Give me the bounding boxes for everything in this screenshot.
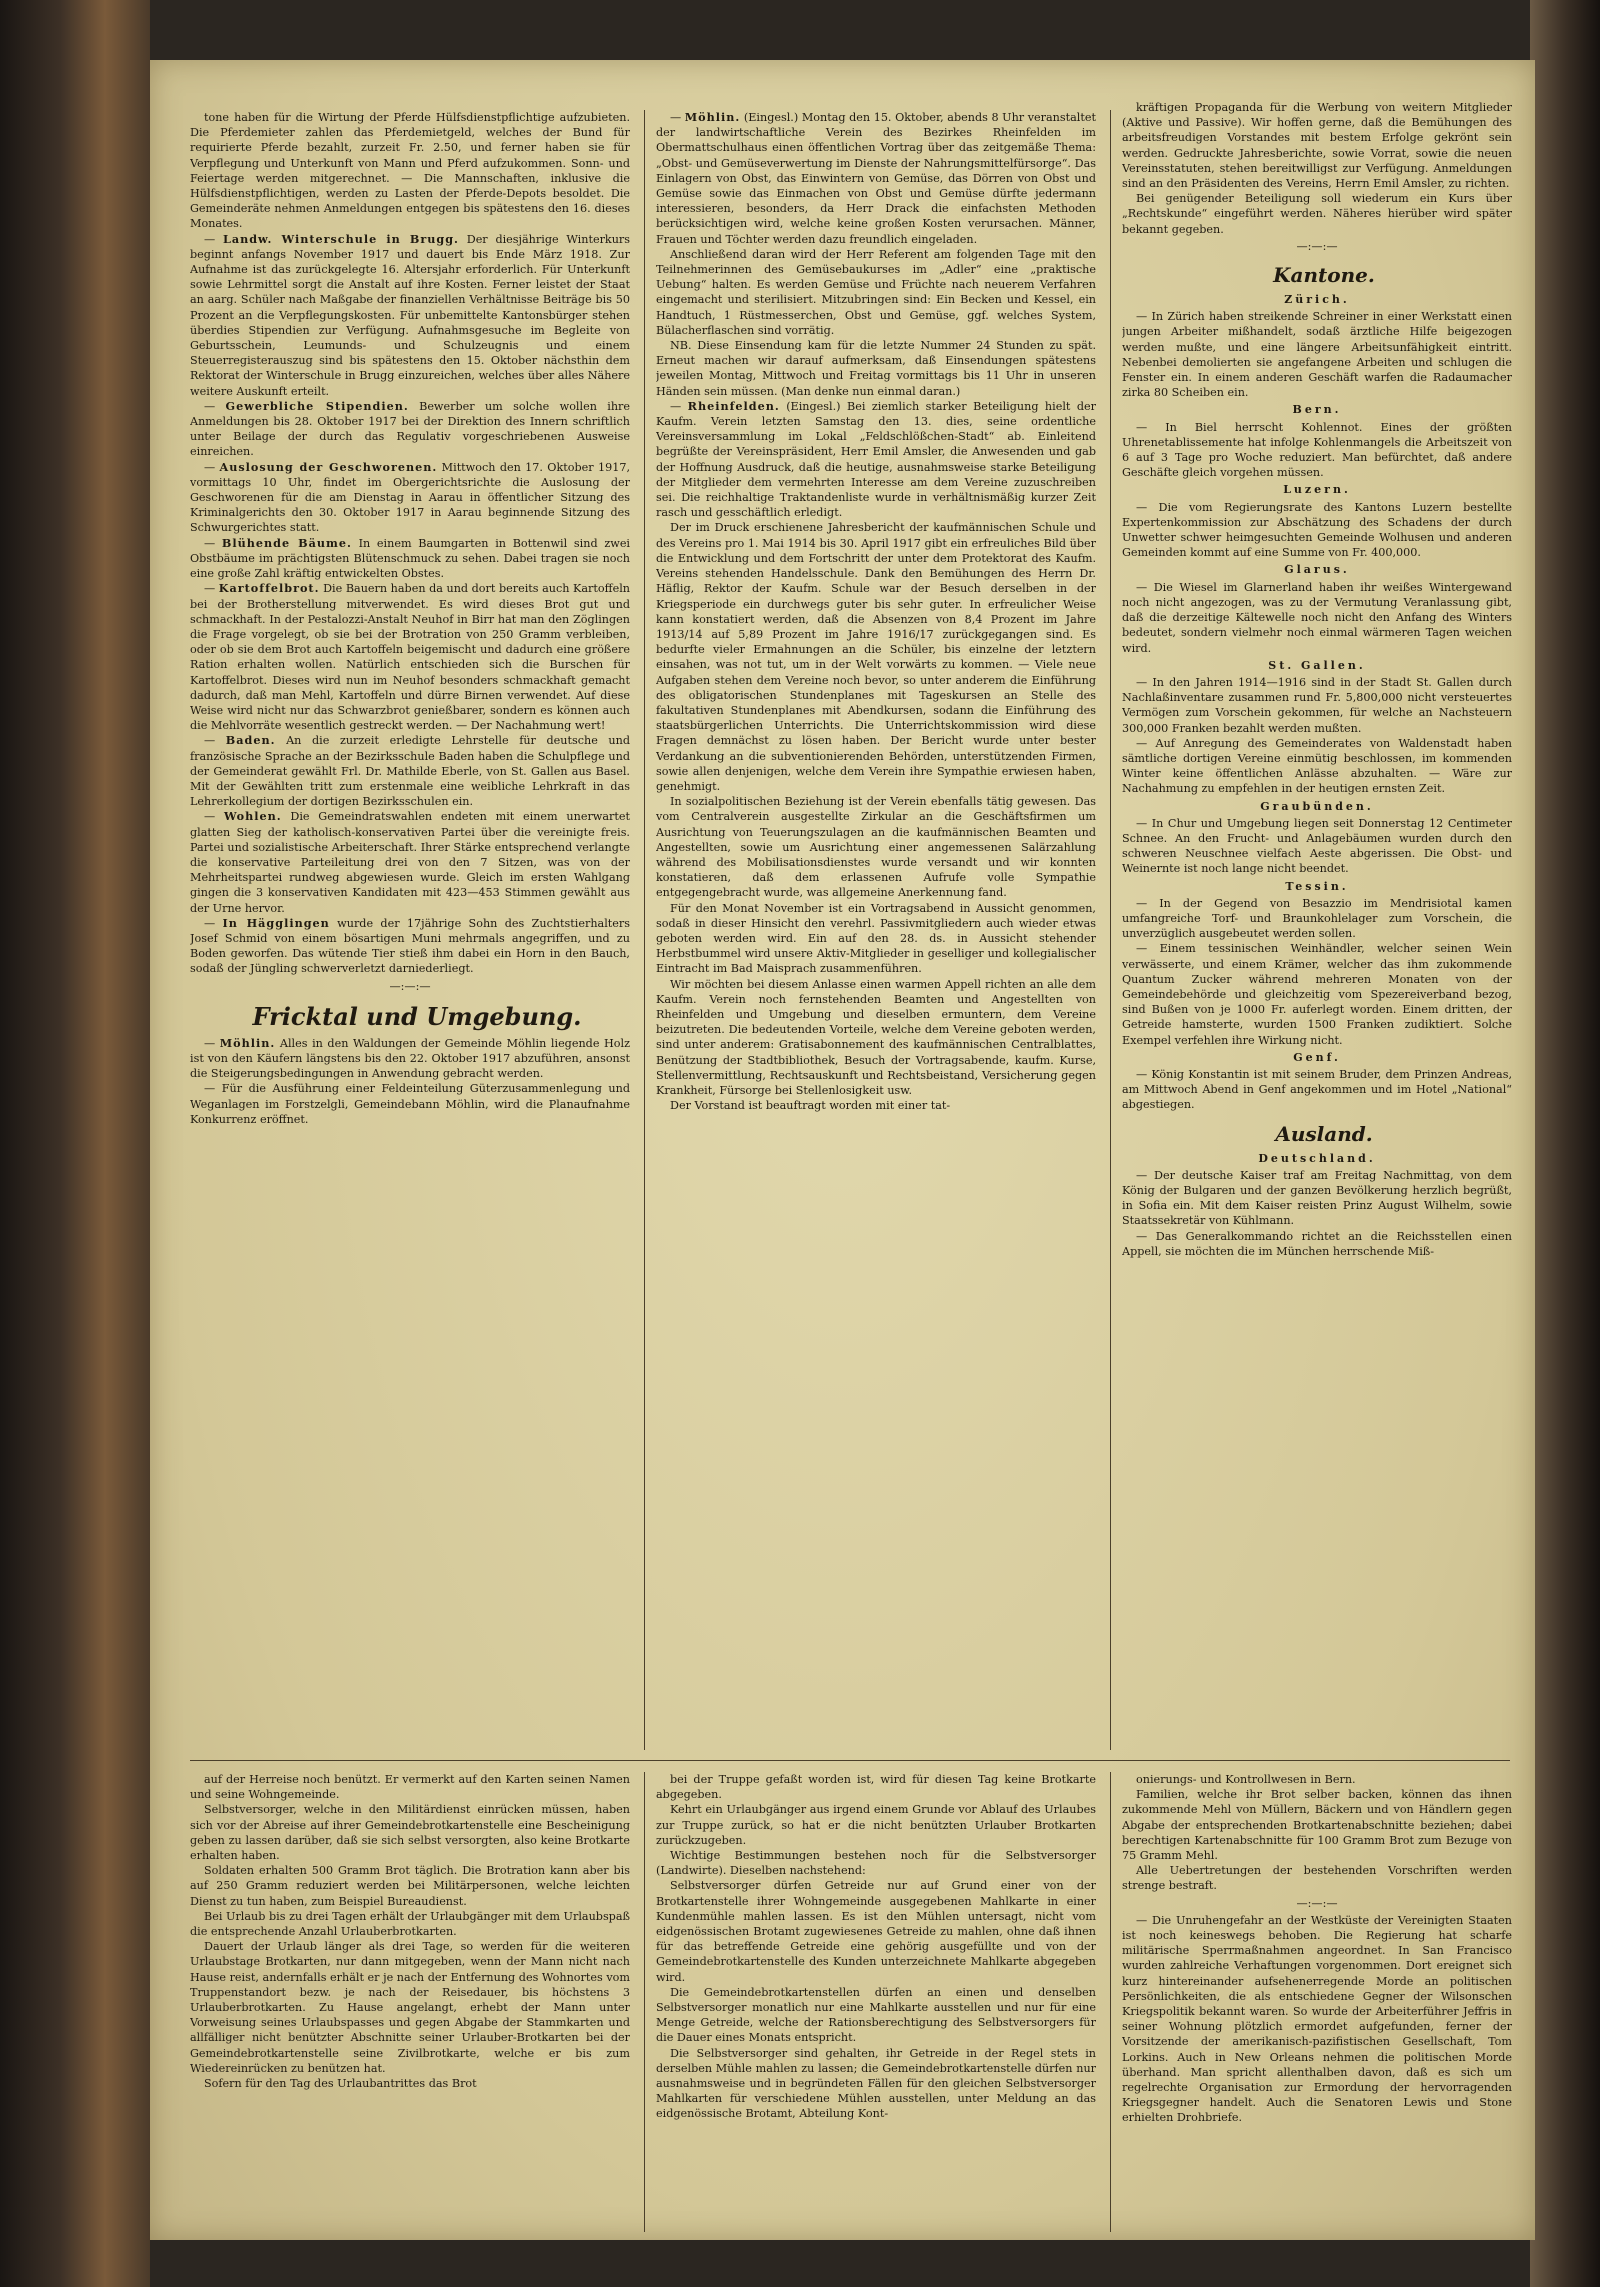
region-subheading: Bern.	[1292, 403, 1342, 417]
column-3	[1122, 100, 1512, 1750]
article-paragraph	[1122, 1067, 1512, 1113]
article-paragraph	[656, 1848, 1096, 1878]
article-text: — In den Jahren 1914—1916 sind in der Stadt St. Gallen durch Nachlaßinventare zusammen rund Fr. 5,800,000 nicht versteuertes Vermögen zum Vorschein gekommen, für welche an Nachsteuern 300,000 Franken bezahlt werden mußten.	[1122, 675, 1512, 735]
article-text: — Das Generalkommando richtet an die Reichsstellen einen Appell, sie möchten die im München herrschende Miß-	[1122, 1229, 1512, 1258]
column-divider-4	[1110, 1772, 1111, 2232]
article-paragraph	[1122, 1863, 1512, 1893]
article-text: bei der Truppe gefaßt worden ist, wird für diesen Tag keine Brotkarte abgegeben.	[656, 1773, 1096, 1802]
article-text: Bei Urlaub bis zu drei Tagen erhält der Urlaubgänger mit dem Urlaubspaß die entsprechende Anzahl Urlauberbrotkarten.	[190, 1909, 630, 1939]
article-text: Der diesjährige Winterkurs beginnt anfangs November 1917 und dauert bis Ende März 1918. Zur Aufnahme ist das zurückgelegte 16. Altersjahr erforderlich. Für Unterkunft sowie Lehrmittel sorgt die Anstalt auf ihre Kosten. Ferner leistet der Staat an aarg. Schüler nach Maßgabe der finanziellen Verhältnisse Beiträge bis 50 Prozent an die Verpflegungskosten. Für unbemittelte Kantonsbürger stehen überdies Stipendien zur Verfügung. Aufnahmsgesuche im Begleite von Geburtsschein, Leumunds- und Schulzeugnis und einem Steuerregisterauszug sind bis spätestens den 15. Oktober nächsthin dem Rektorat der Winterschule in Brugg einzureichen, welches über alles Nähere weitere Auskunft erteilt.	[190, 232, 630, 398]
column-6	[1122, 1772, 1512, 2232]
article-text: Soldaten erhalten 500 Gramm Brot täglich. Die Brotration kann aber bis auf 250 Gramm reduziert werden bei Militärpersonen, welche leichten Dienst zu tun haben, zum Beispiel Bureaudienst.	[190, 1864, 630, 1908]
article-paragraph	[656, 901, 1096, 977]
article-paragraph	[1122, 309, 1512, 400]
article-paragraph	[1122, 1168, 1512, 1229]
article-paragraph	[1122, 1787, 1512, 1863]
article-text: Anschließend daran wird der Herr Referent am folgenden Tage mit den Teilnehmerinnen des Gemüsebaukurses im „Adler“ eine „praktische Uebung“ halten. Es werden Gemüse und Früchte nach neuerem Verfahren eingemacht und sterilisiert. Mitzubringen sind: Ein Becken und Kessel, ein Handtuch, 1 Rüstmesserchen, Obst und Gemüse, ggf. welches System, Bülacherflaschen sind vorrätig.	[656, 247, 1096, 337]
article-paragraph	[1122, 500, 1512, 561]
article-text: (Eingesl.) Bei ziemlich starker Beteiligung hielt der Kaufm. Verein letzten Samstag den 13. dies, seine ordentliche Vereinsversammlung im Lokal „Feldschlößchen-Stadt“ ab. Einleitend begrüßte der Vereinspräsident, Herr Emil Amsler, die Anwesenden und gab der Hoffnung Ausdruck, daß die heutige, ausnahmsweise starke Beteiligung der Mitglieder dem vermehrten Interesse am dem Vereine zuzuschreiben sei. Die reichhaltige Traktandenliste wurde in verhältnismäßig kurzer Zeit rasch und gesschäftlich erledigt.	[656, 399, 1096, 520]
region-subheading: St. Gallen.	[1268, 658, 1366, 672]
article-text: — In Zürich haben streikende Schreiner in einer Werkstatt einen jungen Arbeiter mißhandelt, sodaß ärztliche Hilfe beigezogen werden mußte, und eine längere Arbeitsunfähigkeit eintritt. Nebenbei demolierten sie angefangene Arbeiten und schlugen die Fenster ein. In einem anderen Geschäft warfen die Radaumacher zirka 80 Scheiben ein.	[1122, 310, 1512, 400]
region-subheading: Genf.	[1293, 1050, 1341, 1064]
article-lead: Wohlen.	[223, 809, 282, 824]
article-text: Alles in den Waldungen der Gemeinde Möhlin liegende Holz ist von den Käufern längstens bis den 22. Oktober 1917 abzuführen, ansonst die Steigerungsbedingungen in Anwendung gebracht werden.	[190, 1036, 630, 1081]
article-text: wurde der 17jährige Sohn des Zuchtstierhalters Josef Schmid von einem bösartigen Muni mehrmals angegriffen, und zu Boden geworfen. Das wütende Tier stieß ihm dabei ein Horn in den Bauch, sodaß der Jüngling schwerverletzt darniederliegt.	[190, 916, 630, 976]
article-paragraph	[1122, 816, 1512, 877]
article-lead: Möhlin.	[684, 110, 741, 124]
article-paragraph	[190, 1802, 630, 1863]
article-lead: Möhlin.	[219, 1035, 276, 1050]
article-lead: Rheinfelden.	[687, 398, 780, 413]
article-text: onierungs- und Kontrollwesen in Bern.	[1136, 1773, 1356, 1786]
article-paragraph	[1122, 100, 1512, 191]
article-paragraph	[190, 1081, 630, 1127]
article-text: Für den Monat November ist ein Vortragsabend in Aussicht genommen, sodaß in dieser Hinsicht den verehrl. Passivmitgliedern auch wieder etwas geboten werden wird. Ein auf den 28. ds. in Aussicht stehender Herbstbummel wird unsere Aktiv-Mitglieder in geselliger und kollegialischer Eintracht im Bad Maisprach zusammenführen.	[656, 901, 1096, 976]
region-subheading: Graubünden.	[1260, 799, 1374, 813]
article-text: — Die Wiesel im Glarnerland haben ihr weißes Wintergewand noch nicht angezogen, was zu der Vermutung Veranlassung gibt, daß die derzeitige Kältewelle noch nicht den Anfang des Winters bedeutet, sondern vielmehr noch einmal wärmeren Tagen weichen wird.	[1122, 580, 1512, 655]
newspaper-page	[150, 60, 1535, 2240]
article-paragraph	[190, 1939, 630, 2076]
article-paragraph	[656, 2046, 1096, 2122]
article-paragraph: — Möhlin. Alles in den Waldungen der Gemeinde Möhlin liegende Holz ist von den Käufern längstens bis den 22. Oktober 1917 abzuführen, ansonst die Steigerungsbedingungen in Anwendung gebracht werden.	[190, 1035, 630, 1081]
article-paragraph	[656, 1985, 1096, 2046]
article-text: tone haben für die Wirtung der Pferde Hülfsdienstpflichtige aufzubieten. Die Pferdemieter zahlen das Pferdemietgeld, welches der Bund für requirierte Pferde bezahlt, zurzeit Fr. 2.50, und ferner haben sie für Verpflegung und Unterkunft von Mann und Pferd aufzukommen. Sonn- und Feiertage werden mitgerechnet. — Die Mannschaften, inklusive die Hülfsdienstpflichtigen, werden zu Lasten der Pferde-Depots besoldet. Die Gemeinderäte nehmen Anmeldungen entgegen bis spätestens den 16. dieses Monates.	[190, 111, 630, 231]
article-text: Mittwoch den 17. Oktober 1917, vormittags 10 Uhr, findet im Obergerichtsrichte die Auslosung der Geschworenen für die am Dienstag in Aarau in öffentlicher Sitzung des Kriminalgerichts den 30. Oktober 1917 in Aarau beginnende Sitzung des Schwurgerichtes statt.	[190, 460, 630, 535]
article-text: — In der Gegend von Besazzio im Mendrisiotal kamen umfangreiche Torf- und Braunkohlelager zum Vorschein, die unverzüglich ausgebeutet werden sollen.	[1122, 896, 1512, 941]
article-paragraph	[656, 794, 1096, 900]
article-paragraph: — Möhlin. (Eingesl.) Montag den 15. Oktober, abends 8 Uhr veranstaltet der landwirtschaftliche Verein des Bezirkes Rheinfelden im Obermattschulhaus einen öffentlichen Vortrag über das zeitgemäße Thema: „Obst- und Gemüseverwertung im Dienste der Nahrungsmittelfürsorge“. Das Einlagern von Obst, das Einwintern von Gemüse, das Dörren von Obst und Gemüse sowie das Einmachen von Obst und Gemüse dürfte jedermann interessieren, besonders, da Herr Drack die einfachsten Methoden berücksichtigen wird, welche keine großen Kosten verursachen. Männer, Frauen und Töchter werden dazu freundlich eingeladen.	[656, 110, 1096, 246]
article-separator: —:—:—	[1296, 239, 1338, 253]
column-4	[190, 1772, 630, 2232]
article-paragraph	[656, 1772, 1096, 1802]
article-paragraph	[190, 110, 630, 232]
article-text: Bewerber um solche wollen ihre Anmeldungen bis 28. Oktober 1917 bei der Direktion des Innern schriftlich unter Beilage der durch das Regulativ vorgeschriebenen Ausweise einreichen.	[190, 399, 630, 459]
article-lead: Auslosung der Geschworenen.	[219, 459, 438, 474]
article-text: kräftigen Propaganda für die Werbung von weitern Mitglieder (Aktive und Passive). Wir hoffen gerne, daß die Bemühungen des arbeitsfreudigen Vorstandes mit bestem Erfolge gekrönt sein werden. Gedruckte Jahresberichte, sowie Vorrat, sowie die neuen Vereinsstatuten, stehen bereitwilligst zur Verfügung. Anmeldungen sind an den Präsidenten des Vereins, Herrn Emil Amsler, zu richten.	[1122, 101, 1512, 191]
article-text: — König Konstantin ist mit seinem Bruder, dem Prinzen Andreas, am Mittwoch Abend in Genf angekommen und im Hotel „National“ abgestiegen.	[1122, 1067, 1512, 1112]
article-paragraph	[1122, 736, 1512, 797]
article-paragraph	[1122, 896, 1512, 942]
article-paragraph	[656, 338, 1096, 399]
article-paragraph: — Blühende Bäume. In einem Baumgarten in Bottenwil sind zwei Obstbäume im prächtigsten Blütenschmuck zu sehen. Dabei tragen sie noch eine große Zahl kräftig entwickelten Obstes.	[190, 535, 630, 581]
article-paragraph	[190, 2076, 630, 2091]
article-paragraph: — Rheinfelden. (Eingesl.) Bei ziemlich starker Beteiligung hielt der Kaufm. Verein letzten Samstag den 13. dies, seine ordentliche Vereinsversammlung im Lokal „Feldschlößchen-Stadt“ ab. Einleitend begrüßte der Vereinspräsident, Herr Emil Amsler, die Anwesenden und gab der Hoffnung Ausdruck, daß die heutige, ausnahmsweise starke Beteiligung der Mitglieder dem vermehrten Interesse am dem Vereine zuzuschreiben sei. Die reichhaltige Traktandenliste wurde in verhältnismäßig kurzer Zeit rasch und gesschäftlich erledigt.	[656, 398, 1096, 520]
article-paragraph	[1122, 941, 1512, 1047]
article-text: NB. Diese Einsendung kam für die letzte Nummer 24 Stunden zu spät. Erneut machen wir darauf aufmerksam, daß Einsendungen spätestens jeweilen Montag, Mittwoch und Freitag vormittags bis 11 Uhr in unseren Händen sein müssen. (Man denke nun einmal daran.)	[656, 339, 1096, 398]
book-binding-right	[1530, 0, 1600, 2287]
article-text: In einem Baumgarten in Bottenwil sind zwei Obstbäume im prächtigsten Blütenschmuck zu sehen. Dabei tragen sie noch eine große Zahl kräftig entwickelten Obstes.	[190, 536, 630, 581]
article-paragraph	[656, 1098, 1096, 1113]
article-text: Sofern für den Tag des Urlaubantrittes das Brot	[204, 2077, 477, 2091]
column-divider-1	[644, 110, 645, 1750]
article-text: — In Biel herrscht Kohlennot. Eines der größten Uhrenetablissemente hat infolge Kohlenmangels die Arbeitszeit von 6 auf 3 Tage pro Woche reduziert. Man befürchtet, daß andere Geschäfte gleich vorgehen müssen.	[1122, 420, 1512, 480]
article-lead: Blühende Bäume.	[221, 535, 352, 550]
article-text: An die zurzeit erledigte Lehrstelle für deutsche und französische Sprache an der Bezirksschule Baden haben die Schulpflege und der Gemeinderat gewählt Frl. Dr. Mathilde Eberle, von St. Gallen aus Basel. Mit der Gewählten tritt zum erstenmale eine weibliche Lehrkraft in das Lehrerkollegium der dortigen Bezirksschulen ein.	[190, 734, 630, 809]
article-paragraph: — Landw. Winterschule in Brugg. Der diesjährige Winterkurs beginnt anfangs November 1917 und dauert bis Ende März 1918. Zur Aufnahme ist das zurückgelegte 16. Altersjahr erforderlich. Für Unterkunft sowie Lehrmittel sorgt die Anstalt auf ihre Kosten. Ferner leistet der Staat an aarg. Schüler nach Maßgabe der finanziellen Verhältnisse Beiträge bis 50 Prozent an die Verpflegungskosten. Für unbemittelte Kantonsbürger stehen überdies Stipendien zur Verfügung. Aufnahmsgesuche im Begleite von Geburtsschein, Leumunds- und Schulzeugnis und einem Steuerregisterauszug sind bis spätestens den 15. Oktober nächsthin dem Rektorat der Winterschule in Brugg einzureichen, welches über alles Nähere weitere Auskunft erteilt.	[190, 231, 630, 398]
article-separator: —:—:—	[389, 979, 431, 993]
article-text: — Die Unruhengefahr an der Westküste der Vereinigten Staaten ist noch keineswegs behoben. Die Regierung hat scharfe militärische Sperrmaßnahmen angeordnet. In San Francisco wurden zahlreiche Verhaftungen vorgenommen. Dort ereignet sich kurz hintereinander aufsehenerregende Morde an politischen Persönlichkeiten, die als entschiedene Gegner der Wilsonschen Kriegspolitik bekannt waren. So wurde der Arbeiterführer Jeffris in seiner Wohnung plötzlich ermordet aufgefunden, ferner der Vorsitzende der amerikanisch-pazifistischen Gesellschaft, Tom Lorkins. Auch in New Orleans nehmen die politischen Morde überhand. Man spricht allenthalben davon, daß es sich um regelrechte Organisation zur Ermordung der hervorragenden Kriegsgegner handelt. Auch die Senatoren Lewis und Stone erhielten Drohbriefe.	[1122, 1913, 1512, 2125]
article-text: Dauert der Urlaub länger als drei Tage, so werden für die weiteren Urlaubstage Brotkarten, nur dann mitgegeben, wenn der Mann nicht nach Hause reist, andernfalls erhält er je nach der Entfernung des Wohnortes vom Truppenstandort bezw. je nach der Reisedauer, bis höchstens 3 Urlauberbrotkarten. Zu Hause angelangt, erhebt der Mann unter Vorweisung seines Urlaubspasses und gegen Abgabe der Stammkarten und allfälliger nicht benützter Abschnitte seiner Urlauber-Brotkarten bei der Gemeindebrotkartenstelle seine Zivilbrotkarte, welche er bis zum Wiedereinrücken zu benützen hat.	[190, 1940, 630, 2075]
article-text: — In Chur und Umgebung liegen seit Donnerstag 12 Centimeter Schnee. An den Frucht- und Anlagebäumen wurden durch den schweren Neuschnee vielfach Aeste abgerissen. Die Obst- und Weinernte ist noch lange nicht beendet.	[1122, 816, 1512, 876]
article-text: Wichtige Bestimmungen bestehen noch für die Selbstversorger (Landwirte). Dieselben nachstehend:	[656, 1849, 1096, 1878]
article-text: auf der Herreise noch benützt. Er vermerkt auf den Karten seinen Namen und seine Wohngemeinde.	[190, 1773, 630, 1802]
article-text: In sozialpolitischen Beziehung ist der Verein ebenfalls tätig gewesen. Das vom Centralverein ausgestellte Zirkular an die Geschäftsfirmen um Ausrichtung von Teuerungszulagen an die kaufmännischen Beamten und Angestellten, sowie um Ausrichtung einer angemessenen Salärzahlung während des Mobilisationsdienstes wurde versandt und wir konnten konstatieren, daß dem erlassenen Aufrufe volle Sympathie entgegengebracht wurde, was allgemeine Anerkennung fand.	[656, 795, 1096, 900]
article-paragraph	[656, 520, 1096, 794]
article-paragraph	[1122, 191, 1512, 237]
region-subheading: Deutschland.	[1258, 1151, 1376, 1165]
article-text: Wir möchten bei diesem Anlasse einen warmen Appell richten an alle dem Kaufm. Verein noch fernstehenden Beamten und Angestellten von Rheinfelden und Umgebung und dieselben ermuntern, dem Vereine beizutreten. Die bedeutenden Vorteile, welche dem Vereine geboten werden, sind unter anderem: Gratisabonnement des kaufmännischen Centralblattes, Benützung der Stadtbibliothek, Besuch der Vortragsabende, kaufm. Kurse, Stellenvermittlung, Rechtsauskunft und Rechtsbeistand, Versicherung gegen Krankheit, Fürsorge bei Stellenlosigkeit usw.	[656, 977, 1096, 1097]
article-paragraph	[656, 1802, 1096, 1848]
section-heading: Fricktal und Umgebung.	[252, 1001, 582, 1031]
article-lead: Landw. Winterschule in Brugg.	[222, 231, 459, 246]
article-text: — Die vom Regierungsrate des Kantons Luzern bestellte Expertenkommission zur Abschätzung des Schadens der durch Unwetter schwer heimgesuchten Gemeinde Wolhusen und anderen Gemeinden kommt auf eine Summe von Fr. 400,000.	[1122, 500, 1512, 560]
article-paragraph	[656, 247, 1096, 338]
column-divider-3	[644, 1772, 645, 2232]
article-text: Die Selbstversorger sind gehalten, ihr Getreide in der Regel stets in derselben Mühle mahlen zu lassen; die Gemeindebrotkartenstelle dürfen nur ausnahmsweise und in begründeten Fällen für den gleichen Selbstversorger Mahlkarten für verschiedene Mühlen ausstellen, unter Meldung an das eidgenössische Brotamt, Abteilung Kont-	[656, 2046, 1096, 2121]
article-paragraph: — Baden. An die zurzeit erledigte Lehrstelle für deutsche und französische Sprache an der Bezirksschule Baden haben die Schulpflege und der Gemeinderat gewählt Frl. Dr. Mathilde Eberle, von St. Gallen aus Basel. Mit der Gewählten tritt zum erstenmale eine weibliche Lehrkraft in das Lehrerkollegium der dortigen Bezirksschulen ein.	[190, 733, 630, 809]
article-lead: Kartoffelbrot.	[218, 581, 320, 596]
column-1	[190, 110, 630, 1750]
article-text: Kehrt ein Urlaubgänger aus irgend einem Grunde vor Ablauf des Urlaubes zur Truppe zurück, so hat er die nicht benützten Urlauber Brotkarten zurückzugeben.	[656, 1803, 1096, 1847]
article-text: Familien, welche ihr Brot selber backen, können das ihnen zukommende Mehl von Müllern, Bäckern und von Händlern gegen Abgabe der entsprechenden Brotkartenabschnitte beziehen; dabei berechtigen Kartenabschnitte für 100 Gramm Brot zum Bezuge von 75 Gramm Mehl.	[1122, 1788, 1512, 1863]
article-lead: Gewerbliche Stipendien.	[225, 398, 409, 413]
article-text: Selbstversorger dürfen Getreide nur auf Grund einer von der Brotkartenstelle ihrer Wohngemeinde ausgegebenen Mahlkarte in einer Kundenmühle mahlen lassen. Es ist den Mühlen untersagt, nicht vom eidgenössischen Brotamt zugewiesenes Getreide zu mahlen, ohne daß ihnen für das betreffende Getreide eine gehörig ausgefüllte und von der Gemeindebrotkartenstelle des Kunden unterzeichnete Mahlkarte abgegeben wird.	[656, 1879, 1096, 1984]
article-text: Der im Druck erschienene Jahresbericht der kaufmännischen Schule und des Vereins pro 1. Mai 1914 bis 30. April 1917 gibt ein erfreuliches Bild über die Entwicklung und dem Fortschritt der unter dem Protektorat des Kaufm. Vereins stehenden Handelsschule. Dank den Bemühungen des Herrn Dr. Häflig, Rektor der Kaufm. Schule war der Besuch derselben in der Kriegsperiode ein durchwegs guter bis sehr guter. In erfreulicher Weise kann konstatiert werden, daß die Absenzen von 8,4 Prozent im Jahre 1913/14 auf 5,89 Prozent im Jahre 1916/17 zurückgegangen sind. Es bedurfte vieler Ermahnungen an die Schüler, bis einzelne der letztern einsahen, was not tut, um in der Welt vorwärts zu kommen. — Viele neue Aufgaben stehen dem Vereine noch bevor, so unter anderem die Einführung des obligatorischen Stundenplanes mit Tageskursen an Stelle des fakultativen Stundenplanes mit Abendkursen, sodann die Einführung des staatsbürgerlichen Unterrichts. Die Unterrichtskommission wird diese Fragen demnächst zu lösen haben. Der Bericht wurde unter bester Verdankung an die subventionierenden Behörden, unterstützenden Firmen, sowie allen denjenigen, welche dem Verein ihre Sympathie erwiesen haben, genehmigt.	[656, 521, 1096, 793]
article-paragraph	[1122, 580, 1512, 656]
section-heading: Ausland.	[1275, 1121, 1373, 1146]
article-text: Die Gemeindratswahlen endeten mit einem unerwartet glatten Sieg der katholisch-konservativen Partei über die vereinigte freis. Partei und sozialistische Arbeiterschaft. Ihrer Stärke entsprechend verlangte die konservative Parteileitung drei von den 7 Sitzen, was von der Mehrheitspartei rundweg abgewiesen wurde. Gleich im ersten Wahlgang gingen die 3 konservativen Kandidaten mit 423—453 Stimmen gewählt aus der Urne hervor.	[190, 810, 630, 915]
article-paragraph: — Gewerbliche Stipendien. Bewerber um solche wollen ihre Anmeldungen bis 28. Oktober 1917 bei der Direktion des Innern schriftlich unter Beilage der durch das Regulativ vorgeschriebenen Ausweise einreichen.	[190, 398, 630, 459]
article-paragraph	[1122, 1913, 1512, 2126]
article-paragraph	[1122, 1229, 1512, 1259]
article-text: — Für die Ausführung einer Feldeinteilung Güterzusammenlegung und Weganlagen im Forstzelgli, Gemeindebann Möhlin, wird die Planaufnahme Konkurrenz eröffnet.	[190, 1082, 630, 1126]
article-paragraph	[656, 1878, 1096, 1984]
article-paragraph	[1122, 1772, 1512, 1787]
article-paragraph	[1122, 675, 1512, 736]
column-divider-2	[1110, 110, 1111, 1750]
article-text: Die Gemeindebrotkartenstellen dürfen an einen und denselben Selbstversorger monatlich nur eine Mahlkarte ausstellen und nur für eine Menge Getreide, welche der Rationsberechtigung des Selbstversorgers für die Dauer eines Monats entspricht.	[656, 1985, 1096, 2045]
article-text: — Einem tessinischen Weinhändler, welcher seinen Wein verwässerte, und einem Krämer, welcher das ihm zukommende Quantum Zucker während mehreren Monaten von der Gemeindebehörde und gleichzeitig vom Spezereiverband bezog, sind Bußen von je 1000 Fr. auferlegt worden. Einem dritten, der Getreide hamsterte, wurden 1500 Franken zudiktiert. Solche Exempel verfehlen ihre Wirkung nicht.	[1122, 942, 1512, 1047]
article-separator: —:—:—	[1296, 1896, 1338, 1910]
region-subheading: Glarus.	[1284, 563, 1350, 577]
article-lead: In Hägglingen	[222, 915, 330, 930]
article-text: Der Vorstand ist beauftragt worden mit einer tat-	[670, 1099, 951, 1113]
book-binding-left	[0, 0, 150, 2287]
article-paragraph: — Kartoffelbrot. Die Bauern haben da und dort bereits auch Kartoffeln bei der Brotherstellung mitverwendet. Es wird dieses Brot gut und schmackhaft. In der Pestalozzi-Anstalt Neuhof in Birr hat man den Zöglingen die Frage vorgelegt, ob sie bei der Brotration von 250 Gramm verbleiben, oder ob sie dem Brot auch Kartoffeln beigemischt und dadurch eine größere Ration erhalten wollen. Natürlich entschieden sich die Burschen für Kartoffelbrot. Dieses wird nun im Neuhof besonders schmackhaft gemacht dadurch, daß man Mehl, Kartoffeln und dürre Birnen verwendet. Auf diese Weise wird nicht nur das Schwarzbrot genießbarer, sondern es können auch die Mehlvorräte wesentlich gestreckt werden. — Der Nachahmung wert!	[190, 581, 630, 733]
article-text: (Eingesl.) Montag den 15. Oktober, abends 8 Uhr veranstaltet der landwirtschaftliche Verein des Bezirkes Rheinfelden im Obermattschulhaus einen öffentlichen Vortrag über das zeitgemäße Thema: „Obst- und Gemüseverwertung im Dienste der Nahrungsmittelfürsorge“. Das Einlagern von Obst, das Einwintern von Gemüse, das Dörren von Obst und Gemüse sowie das Einmachen von Obst und Gemüse dürfte jedermann interessieren, besonders, da Herr Drack die einfachsten Methoden berücksichtigen wird, welche keine großen Kosten verursachen. Männer, Frauen und Töchter werden dazu freundlich eingeladen.	[656, 111, 1096, 246]
section-heading: Kantone.	[1273, 263, 1375, 288]
column-5	[656, 1772, 1096, 2232]
region-subheading: Tessin.	[1285, 879, 1349, 893]
region-subheading: Zürich.	[1284, 293, 1350, 307]
article-paragraph	[656, 977, 1096, 1099]
region-subheading: Luzern.	[1283, 483, 1351, 497]
column-2	[656, 110, 1096, 1750]
article-text: — Auf Anregung des Gemeinderates von Waldenstadt haben sämtliche dortigen Vereine einmütig beschlossen, im kommenden Winter keine öffentlichen Anlässe abzuhalten. — Wäre zur Nachahmung zu empfehlen in der heutigen ernsten Zeit.	[1122, 736, 1512, 796]
article-paragraph: — Wohlen. Die Gemeindratswahlen endeten mit einem unerwartet glatten Sieg der katholisch-konservativen Partei über die vereinigte freis. Partei und sozialistische Arbeiterschaft. Ihrer Stärke entsprechend verlangte die konservative Parteileitung drei von den 7 Sitzen, was von der Mehrheitspartei rundweg abgewiesen wurde. Gleich im ersten Wahlgang gingen die 3 konservativen Kandidaten mit 423—453 Stimmen gewählt aus der Urne hervor.	[190, 809, 630, 915]
article-paragraph	[190, 1772, 630, 1802]
section-divider	[190, 1760, 1510, 1761]
article-text: — Der deutsche Kaiser traf am Freitag Nachmittag, von dem König der Bulgaren und der ganzen Bevölkerung herzlich begrüßt, in Sofia ein. Mit dem Kaiser reisten Prinz August Wilhelm, sowie Staatssekretär von Kühlmann.	[1122, 1168, 1512, 1228]
article-paragraph	[190, 1863, 630, 1909]
article-text: Selbstversorger, welche in den Militärdienst einrücken müssen, haben sich vor der Abreise auf ihrer Gemeindebrotkartenstelle eine Bescheinigung geben zu lassen darüber, daß sie sich selbst versorgten, also keine Brotkarte erhalten haben.	[190, 1803, 630, 1863]
article-paragraph	[1122, 420, 1512, 481]
article-paragraph	[190, 1909, 630, 1939]
article-paragraph: — In Hägglingen wurde der 17jährige Sohn des Zuchtstierhalters Josef Schmid von einem bösartigen Muni mehrmals angegriffen, und zu Boden geworfen. Das wütende Tier stieß ihm dabei ein Horn in den Bauch, sodaß der Jüngling schwerverletzt darniederliegt.	[190, 915, 630, 976]
article-paragraph: — Auslosung der Geschworenen. Mittwoch den 17. Oktober 1917, vormittags 10 Uhr, findet im Obergerichtsrichte die Auslosung der Geschworenen für die am Dienstag in Aarau in öffentlicher Sitzung des Kriminalgerichts den 30. Oktober 1917 in Aarau beginnende Sitzung des Schwurgerichtes statt.	[190, 459, 630, 535]
article-lead: Baden.	[225, 733, 276, 748]
article-text: Bei genügender Beteiligung soll wiederum ein Kurs über „Rechtskunde“ eingeführt werden. Näheres hierüber wird später bekannt gegeben.	[1122, 192, 1512, 236]
article-text: Die Bauern haben da und dort bereits auch Kartoffeln bei der Brotherstellung mitverwendet. Es wird dieses Brot gut und schmackhaft. In der Pestalozzi-Anstalt Neuhof in Birr hat man den Zöglingen die Frage vorgelegt, ob sie bei der Brotration von 250 Gramm verbleiben, oder ob sie dem Brot auch Kartoffeln beigemischt und dadurch eine größere Ration erhalten wollen. Natürlich entschieden sich die Burschen für Kartoffelbrot. Dieses wird nun im Neuhof besonders schmackhaft gemacht dadurch, daß man Mehl, Kartoffeln und dürre Birnen verwendet. Auf diese Weise wird nicht nur das Schwarzbrot genießbarer, sondern es können auch die Mehlvorräte wesentlich gestreckt werden. — Der Nachahmung wert!	[190, 582, 630, 733]
article-text: Alle Uebertretungen der bestehenden Vorschriften werden strenge bestraft.	[1122, 1864, 1512, 1893]
